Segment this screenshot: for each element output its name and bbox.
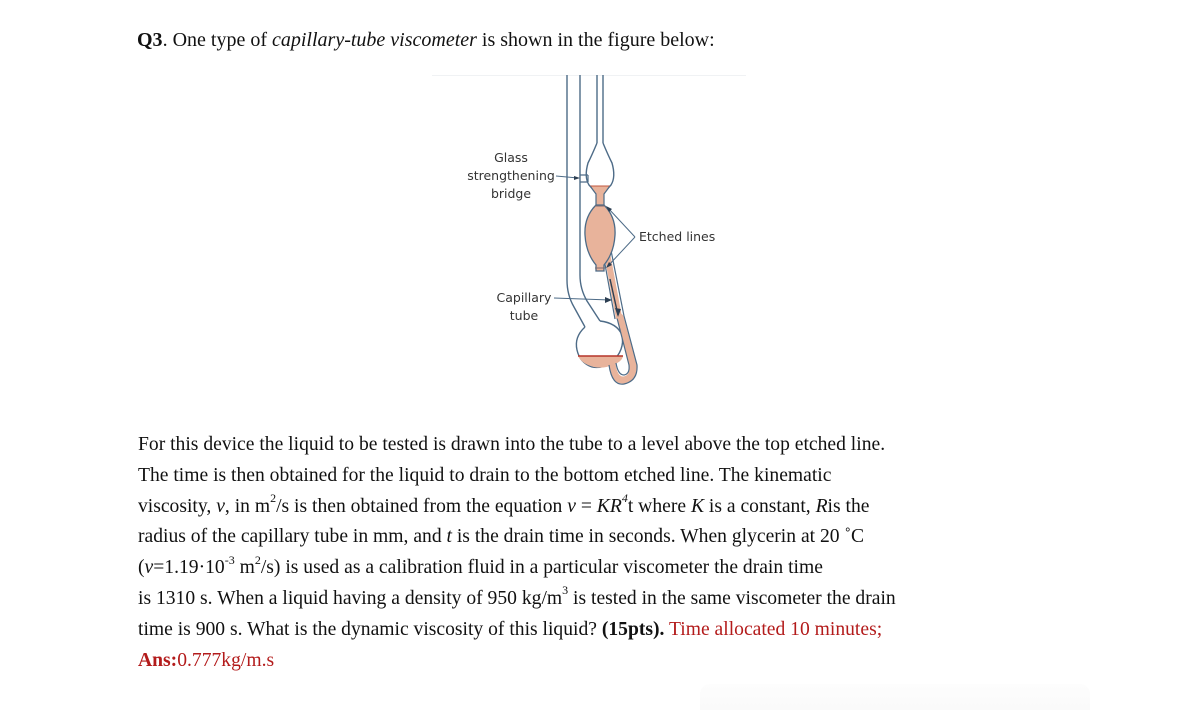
answer-value: 0.777kg/m.s <box>177 649 275 671</box>
answer-label: Ans: <box>138 649 178 671</box>
paragraph-line-7 <box>138 615 1048 646</box>
question-title-post: is shown in the figure below: <box>476 29 715 51</box>
superscript: -3 <box>224 552 235 567</box>
superscript: 2 <box>254 552 261 567</box>
paragraph-line-4 <box>138 522 1048 553</box>
symbol-K: K <box>690 495 705 517</box>
upper-tube-outline <box>597 75 603 143</box>
text: /s is then obtained from the equation <box>276 495 568 517</box>
label-bridge-line-3: bridge <box>490 186 532 201</box>
paragraph-line-5 <box>138 553 1048 584</box>
label-etched-lines: Etched lines <box>639 229 716 244</box>
equation-equals: = <box>575 495 597 517</box>
problem-statement <box>138 430 1048 676</box>
page-edge-shadow <box>700 684 1090 710</box>
text: is a constant, <box>704 495 816 517</box>
text: radius of the capillary tube in mm, and <box>138 526 447 548</box>
answer-line <box>138 646 1048 677</box>
symbol-t: t <box>446 526 452 548</box>
text: is 1310 s. When a liquid having a density of 950 kg/m <box>138 587 563 609</box>
text: =1.19·10 <box>153 557 225 579</box>
question-title-pre: . One type of <box>162 29 272 51</box>
symbol-R: R <box>815 495 828 517</box>
label-capillary-tube <box>494 289 554 325</box>
text: ( <box>138 557 145 579</box>
text: /s) is used as a calibration fluid in a particular viscometer the drain time <box>260 557 823 579</box>
text: m <box>234 557 255 579</box>
left-tube-outline <box>567 75 600 327</box>
question-title-italic: capillary-tube viscometer <box>271 29 477 51</box>
time-allocated: Time allocated 10 minutes; <box>664 618 883 640</box>
text: , in m <box>224 495 271 517</box>
text: time is 900 s. What is the dynamic viscosity of this liquid? <box>138 618 602 640</box>
equation-exponent: 4 <box>621 491 628 506</box>
symbol-nu: v <box>216 495 225 517</box>
equation-nu: v <box>567 495 576 517</box>
equation-KR: KR <box>596 495 622 517</box>
reservoir-bulb <box>576 321 623 368</box>
label-capillary-line-2: tube <box>509 308 539 323</box>
paragraph-line-6 <box>138 584 1048 615</box>
symbol-nu: v <box>144 557 154 579</box>
label-capillary-line-1: Capillary <box>496 290 552 305</box>
label-bridge-line-1: Glass <box>494 150 528 165</box>
label-glass-strengthening-bridge <box>466 149 556 203</box>
text: t where <box>627 495 691 517</box>
text: viscosity, <box>138 495 217 517</box>
question-title <box>137 28 715 52</box>
paragraph-line-2: The time is then obtained for the liquid to drain to the bottom etched line. The kinematic <box>138 464 832 486</box>
text: is the drain time in seconds. When glycerin at 20 ˚C <box>451 526 865 548</box>
text: is tested in the same viscometer the drain <box>568 587 896 609</box>
text: is the <box>827 495 870 517</box>
superscript: 2 <box>270 491 277 506</box>
label-bridge-line-2: strengthening <box>467 168 555 183</box>
paragraph-line-3 <box>138 492 1048 523</box>
superscript: 3 <box>562 583 569 598</box>
points-label: (15pts). <box>601 618 665 640</box>
viscometer-figure <box>432 75 746 405</box>
question-number: Q3 <box>137 29 163 51</box>
paragraph-line-1: For this device the liquid to be tested is drawn into the tube to a level above the top etched line. <box>138 434 886 455</box>
